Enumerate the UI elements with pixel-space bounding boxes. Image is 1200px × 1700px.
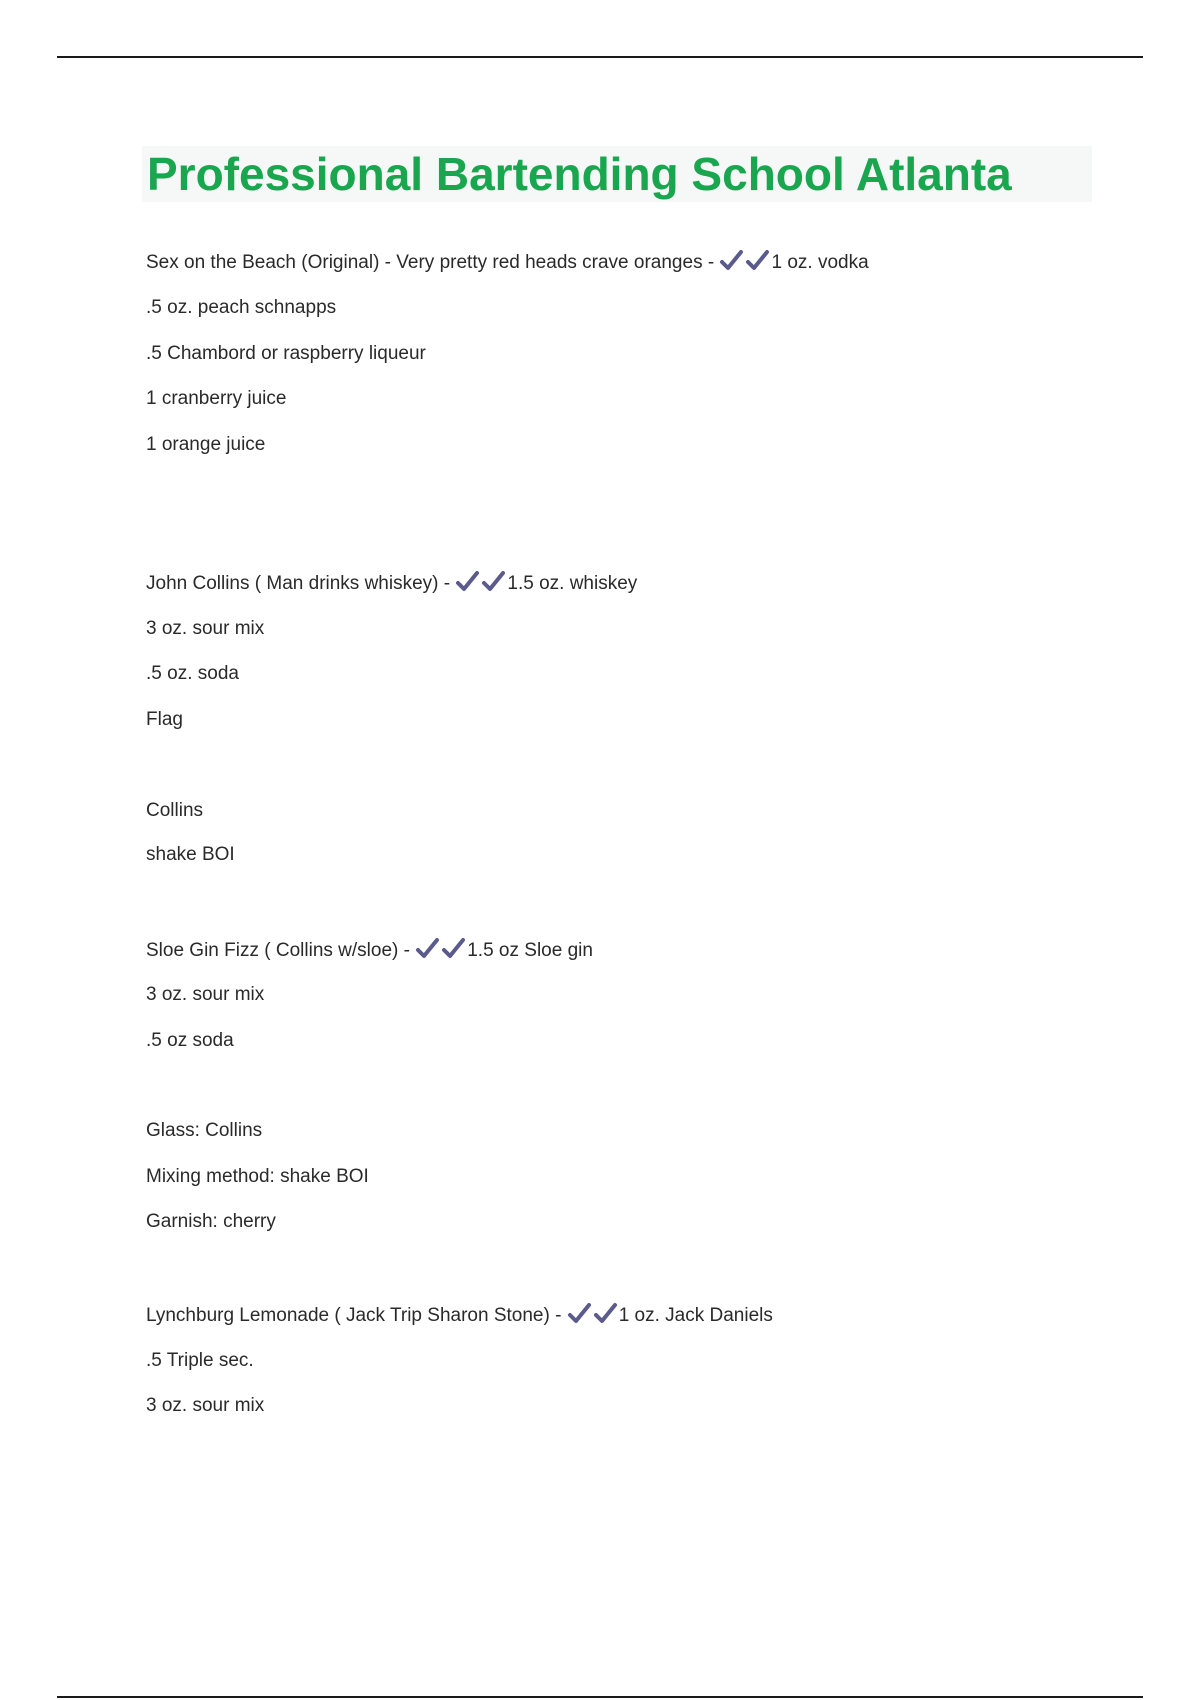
question-text: Lynchburg Lemonade ( Jack Trip Sharon Stone) -: [146, 1305, 562, 1326]
answer-line: shake BOI: [146, 844, 235, 865]
check-icon: [455, 570, 481, 594]
answer-line: Mixing method: shake BOI: [146, 1166, 369, 1187]
title-banner: [142, 146, 1092, 202]
question-line: [146, 937, 593, 963]
answer-line: 1 cranberry juice: [146, 388, 287, 409]
check-icon: [441, 937, 467, 961]
question-text: John Collins ( Man drinks whiskey) -: [146, 573, 451, 594]
answer-line: 3 oz. sour mix: [146, 1395, 265, 1416]
question-line: [146, 570, 637, 596]
question-text: Sloe Gin Fizz ( Collins w/sloe) -: [146, 940, 410, 961]
answer-line: .5 oz soda: [146, 1030, 234, 1051]
answer-text: 1 oz. vodka: [771, 252, 869, 273]
answer-text: 1.5 oz Sloe gin: [467, 940, 593, 961]
question-line: [146, 249, 869, 275]
answer-line: 1 orange juice: [146, 434, 266, 455]
bottom-rule: [57, 1696, 1143, 1698]
answer-line: 3 oz. sour mix: [146, 618, 265, 639]
check-icon: [567, 1302, 593, 1326]
answer-line: 3 oz. sour mix: [146, 984, 265, 1005]
question-text: Sex on the Beach (Original) - Very pretty red heads crave oranges -: [146, 252, 715, 273]
answer-line: Collins: [146, 800, 204, 821]
answer-line: Glass: Collins: [146, 1120, 263, 1141]
answer-line: .5 oz. soda: [146, 663, 239, 684]
check-icon: [745, 249, 771, 273]
check-icon: [415, 937, 441, 961]
top-rule: [57, 56, 1143, 58]
answer-line: Garnish: cherry: [146, 1211, 276, 1232]
check-icon: [593, 1302, 619, 1326]
answer-text: 1.5 oz. whiskey: [507, 573, 638, 594]
answer-line: .5 oz. peach schnapps: [146, 297, 337, 318]
answer-line: .5 Chambord or raspberry liqueur: [146, 343, 426, 364]
page-title: Professional Bartending School Atlanta: [147, 148, 1012, 200]
check-icon: [481, 570, 507, 594]
question-line: [146, 1302, 773, 1328]
check-icon: [719, 249, 745, 273]
answer-line: Flag: [146, 709, 183, 730]
answer-text: 1 oz. Jack Daniels: [618, 1305, 773, 1326]
answer-line: .5 Triple sec.: [146, 1350, 254, 1371]
